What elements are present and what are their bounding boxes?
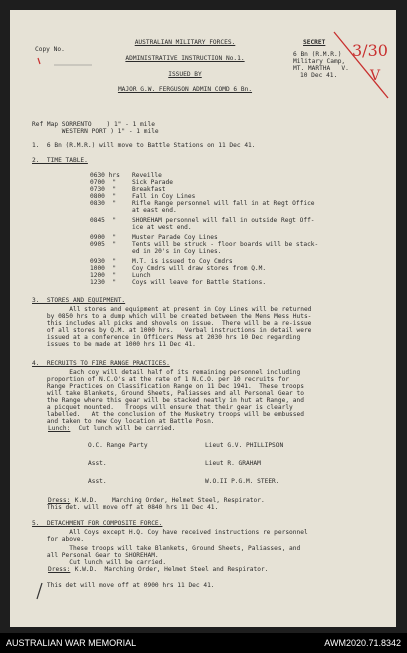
- para-2-title: 2. TIME TABLE.: [32, 157, 88, 164]
- dress-4-label: Dress:: [48, 497, 71, 504]
- tt-text: Tents will be struck - floor boards will be stack-: [132, 241, 319, 248]
- issued-by-name: MAJOR G.W. FERGUSON ADMIN COMD 6 Bn.: [117, 86, 253, 93]
- para-4-line: will take Blankets, Ground Sheets, Paliasses and all Personal Gear to: [32, 390, 304, 397]
- ref-map-line-1: Ref Map SORRENTO ) 1" - 1 mile: [32, 121, 155, 128]
- footer-institution: AUSTRALIAN WAR MEMORIAL: [6, 638, 137, 648]
- tt-text: Sick Parade: [132, 179, 173, 186]
- footer-accession-number: AWM2020.71.8342: [324, 638, 401, 648]
- tt-time: 1230 ": [90, 279, 117, 286]
- para-5-line: Cut lunch will be carried.: [32, 559, 167, 566]
- tt-text: Rifle Range personnel will fall in at Regt Office: [132, 200, 315, 207]
- pencil-mark: [36, 56, 94, 66]
- doc-subtitle: ADMINISTRATIVE INSTRUCTION No.1.: [125, 55, 245, 62]
- para-4-line: and taken to new Coy location at Battle Posn.: [32, 418, 215, 425]
- date-line: 10 Dec 41.: [300, 72, 338, 79]
- para-5-line: all Personal Gear to SHOREHAM.: [32, 552, 159, 559]
- tt-time: 0630 hrs: [90, 172, 120, 179]
- dress-5-label: Dress:: [48, 566, 71, 573]
- para-4-line: the Range where this gear will be stacked neatly in hut at Range, and: [32, 397, 304, 404]
- move-5-text: This det will move off at 0900 hrs 11 Dec 41.: [32, 582, 215, 589]
- officer-name: W.O.II P.G.M. STEER.: [205, 478, 280, 485]
- copy-label: Copy No.: [35, 46, 65, 53]
- para-3-line: All stores and equipment at present in Coy Lines will be returned: [32, 306, 312, 313]
- para-5-title: 5. DETACHMENT FOR COMPOSITE FORCE.: [32, 520, 163, 527]
- officer-name: Lieut G.V. PHILLIPSON: [205, 442, 284, 449]
- place-line: MT. MARTHA V.: [293, 65, 349, 72]
- tt-text: Reveille: [132, 172, 162, 179]
- stamp-text-2: V: [370, 68, 381, 84]
- tt-time: 0800 ": [90, 193, 117, 200]
- pencil-tick-mark: [34, 582, 44, 600]
- para-4-line: Each coy will detail half of its remaining personnel including: [32, 369, 301, 376]
- tt-time: 0900 ": [90, 234, 117, 241]
- tt-text: M.T. is issued to Coy Cmdrs: [132, 258, 233, 265]
- document-page: [10, 10, 396, 627]
- para-5-line: for above.: [32, 536, 85, 543]
- para-3-line: by 0850 hrs to a dump which will be created between the Mens Mess Huts-: [32, 313, 312, 320]
- para-4-line: proportion of N.C.O's at the rate of 1 N.C.O. per 10 recruits for: [32, 376, 290, 383]
- tt-text: Fall in Coy Lines: [132, 193, 196, 200]
- para-3-line: issued at a conference in Officers Mess at 2030 hrs 10 Dec regarding: [32, 334, 301, 341]
- officer-role: O.C. Range Party: [88, 442, 148, 449]
- issued-by: ISSUED BY: [168, 71, 202, 78]
- archive-footer: [0, 633, 407, 653]
- para-3-line: issues to be made at 1000 hrs 11 Dec 41.: [32, 341, 196, 348]
- tt-text: ice at west end.: [132, 224, 192, 231]
- para-4-title: 4. RECRUITS TO FIRE RANGE PRACTICES.: [32, 360, 170, 367]
- move-4-text: This det. will move off at 0840 hrs 11 Dec 41.: [32, 504, 219, 511]
- unit-line: 6 Bn (R.M.R.): [293, 51, 342, 58]
- officer-role: Asst.: [88, 478, 107, 485]
- para-4-line: Range Practices on Classification Range on 11 Dec 1941. These troops: [32, 383, 304, 390]
- tt-text: Coy Cmdrs will draw stores from Q.M.: [132, 265, 267, 272]
- tt-text: at east end.: [132, 207, 177, 214]
- dress-5-text: K.W.D. Marching Order, Helmet Steel and Respirator.: [71, 566, 269, 573]
- officer-role: Asst.: [88, 460, 107, 467]
- ref-map-line-2: WESTERN PORT ) 1" - 1 mile: [32, 128, 159, 135]
- tt-time: 0830 ": [90, 200, 117, 207]
- lunch-text: Cut lunch will be carried.: [71, 425, 176, 432]
- tt-time: 0845 ": [90, 217, 117, 224]
- tt-text: ed in 20's in Coy Lines.: [132, 248, 222, 255]
- officer-name: Lieut R. GRAHAM: [205, 460, 261, 467]
- tt-text: Breakfast: [132, 186, 166, 193]
- tt-time: 0700 ": [90, 179, 117, 186]
- secret-label: SECRET: [303, 39, 326, 46]
- para-3-title: 3. STORES AND EQUIPMENT.: [32, 297, 126, 304]
- lunch-label: Lunch:: [48, 425, 71, 432]
- para-3-line: this includes all picks and shovels on issue. There will be a re-issue: [32, 320, 312, 327]
- tt-time: 0930 ": [90, 258, 117, 265]
- stamp-text-1: 3/30: [352, 41, 388, 60]
- tt-time: 0730 ": [90, 186, 117, 193]
- para-5-line: These troops will take Blankets, Ground Sheets, Paliasses, and: [32, 545, 301, 552]
- dress-4-text: K.W.D. Marching Order, Helmet Steel, Respirator.: [71, 497, 265, 504]
- para-3-line: of all stores by Q.M. at 1000 hrs. Verbal instructions in detail were: [32, 327, 312, 334]
- camp-line: Military Camp,: [293, 58, 346, 65]
- tt-time: 1000 ": [90, 265, 117, 272]
- tt-text: Lunch: [132, 272, 151, 279]
- red-pencil-annotation: [332, 28, 390, 100]
- doc-title: AUSTRALIAN MILITARY FORCES.: [134, 39, 236, 46]
- para-4-line: labelled. At the conclusion of the Musketry troops will be embussed: [32, 411, 304, 418]
- para-5-line: All Coys except H.Q. Coy have received instructions re personnel: [32, 529, 308, 536]
- tt-time: 1200 ": [90, 272, 117, 279]
- tt-time: 0905 ": [90, 241, 117, 248]
- para-4-line: a picquet mounted. Troops will ensure that their gear is clearly: [32, 404, 293, 411]
- tt-text: Muster Parade Coy Lines: [132, 234, 218, 241]
- tt-text: Coys will leave for Battle Stations.: [132, 279, 267, 286]
- para-1: 1. 6 Bn (R.M.R.) will move to Battle Stations on 11 Dec 41.: [32, 142, 256, 149]
- tt-text: SHOREHAM personnel will fall in outside Regt Off-: [132, 217, 315, 224]
